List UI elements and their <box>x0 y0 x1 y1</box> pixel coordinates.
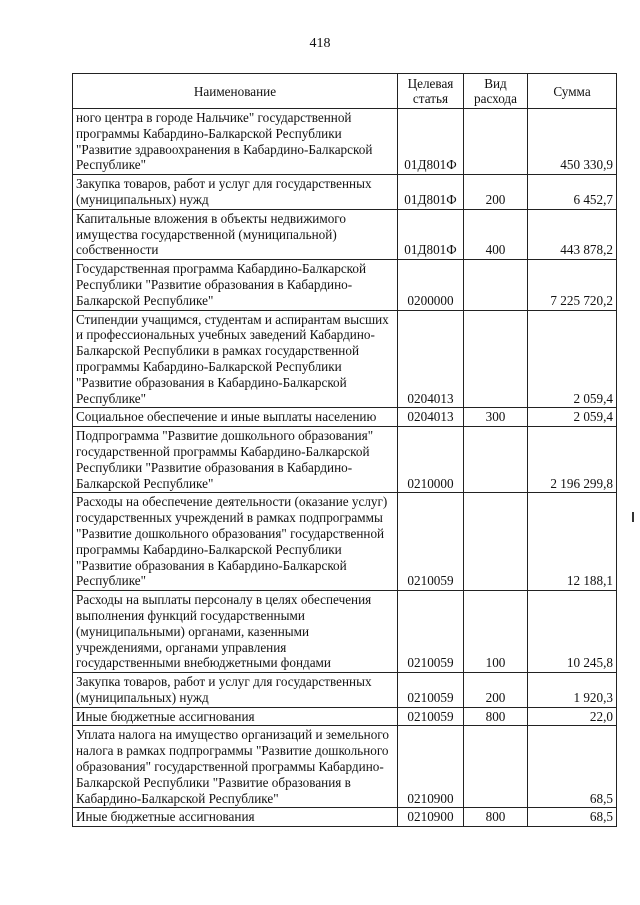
row-type: 200 <box>464 673 528 708</box>
row-code: 0210900 <box>398 726 464 808</box>
row-sum: 68,5 <box>528 726 617 808</box>
table-row <box>73 408 617 427</box>
header-name: Наименование <box>73 74 398 109</box>
row-code: 0210059 <box>398 493 464 591</box>
header-code: Целевая статья <box>398 74 464 109</box>
scan-edge-mark <box>632 512 634 522</box>
row-code: 0210059 <box>398 707 464 726</box>
row-type <box>464 260 528 310</box>
row-name: Социальное обеспечение и иные выплаты населению <box>73 408 398 427</box>
row-name: Закупка товаров, работ и услуг для государственных (муниципальных) нужд <box>73 673 398 708</box>
row-name: Стипендии учащимся, студентам и аспирантам высших и профессиональных учебных заведений Кабардино-Балкарской Республики в рамках государственной программы Кабардино-Балкарской Республики "Развитие образования в Кабардино-Балкарской Республике" <box>73 310 398 408</box>
table-row <box>73 726 617 808</box>
row-code: 0210900 <box>398 808 464 827</box>
row-sum: 2 059,4 <box>528 310 617 408</box>
row-type <box>464 493 528 591</box>
row-name: ного центра в городе Нальчике" государственной программы Кабардино-Балкарской Республики "Развитие здравоохранения в Кабардино-Балкарской Республике" <box>73 109 398 175</box>
row-code: 01Д801Ф <box>398 175 464 210</box>
row-code: 0204013 <box>398 310 464 408</box>
header-sum: Сумма <box>528 74 617 109</box>
row-type: 300 <box>464 408 528 427</box>
row-sum: 22,0 <box>528 707 617 726</box>
row-sum: 450 330,9 <box>528 109 617 175</box>
row-type <box>464 109 528 175</box>
row-sum: 2 196 299,8 <box>528 427 617 493</box>
table-row <box>73 707 617 726</box>
row-type: 800 <box>464 808 528 827</box>
row-type: 200 <box>464 175 528 210</box>
header-type: Вид расхода <box>464 74 528 109</box>
row-sum: 1 920,3 <box>528 673 617 708</box>
row-code: 0210000 <box>398 427 464 493</box>
row-sum: 2 059,4 <box>528 408 617 427</box>
page-number: 418 <box>309 36 331 51</box>
row-type <box>464 427 528 493</box>
row-name: Расходы на выплаты персоналу в целях обеспечения выполнения функций государственными (муниципальными) органами, казенными учреждениями, органами управления государственными внебюджетными фондами <box>73 591 398 673</box>
row-name: Расходы на обеспечение деятельности (оказание услуг) государственных учреждений в рамках подпрограммы "Развитие дошкольного образования" государственной программы Кабардино-Балкарской Республики "Развитие образования в Кабардино-Балкарской Республике" <box>73 493 398 591</box>
table-row <box>73 209 617 259</box>
row-type <box>464 726 528 808</box>
table-row <box>73 493 617 591</box>
row-code: 0210059 <box>398 673 464 708</box>
row-sum: 6 452,7 <box>528 175 617 210</box>
row-code: 0200000 <box>398 260 464 310</box>
row-name: Закупка товаров, работ и услуг для государственных (муниципальных) нужд <box>73 175 398 210</box>
table-row <box>73 673 617 708</box>
table-row <box>73 310 617 408</box>
row-name: Государственная программа Кабардино-Балкарской Республики "Развитие образования в Кабардино-Балкарской Республике" <box>73 260 398 310</box>
table-row <box>73 109 617 175</box>
table-row <box>73 808 617 827</box>
row-name: Иные бюджетные ассигнования <box>73 808 398 827</box>
table-row <box>73 175 617 210</box>
row-code: 0210059 <box>398 591 464 673</box>
row-name: Иные бюджетные ассигнования <box>73 707 398 726</box>
table-header-row <box>73 74 617 109</box>
row-sum: 12 188,1 <box>528 493 617 591</box>
row-name: Подпрограмма "Развитие дошкольного образования" государственной программы Кабардино-Балкарской Республики "Развитие образования в Кабардино-Балкарской Республике" <box>73 427 398 493</box>
row-sum: 68,5 <box>528 808 617 827</box>
row-sum: 10 245,8 <box>528 591 617 673</box>
row-type: 800 <box>464 707 528 726</box>
row-type <box>464 310 528 408</box>
table-row <box>73 591 617 673</box>
row-sum: 443 878,2 <box>528 209 617 259</box>
table-row <box>73 427 617 493</box>
budget-table <box>72 73 617 827</box>
row-sum: 7 225 720,2 <box>528 260 617 310</box>
row-code: 01Д801Ф <box>398 209 464 259</box>
row-type: 100 <box>464 591 528 673</box>
row-name: Уплата налога на имущество организаций и земельного налога в рамках подпрограммы "Развитие дошкольного образования" государственной программы Кабардино-Балкарской Республики "Развитие образования в Кабардино-Балкарской Республике" <box>73 726 398 808</box>
row-name: Капитальные вложения в объекты недвижимого имущества государственной (муниципальной) собственности <box>73 209 398 259</box>
row-code: 01Д801Ф <box>398 109 464 175</box>
table-row <box>73 260 617 310</box>
row-type: 400 <box>464 209 528 259</box>
row-code: 0204013 <box>398 408 464 427</box>
